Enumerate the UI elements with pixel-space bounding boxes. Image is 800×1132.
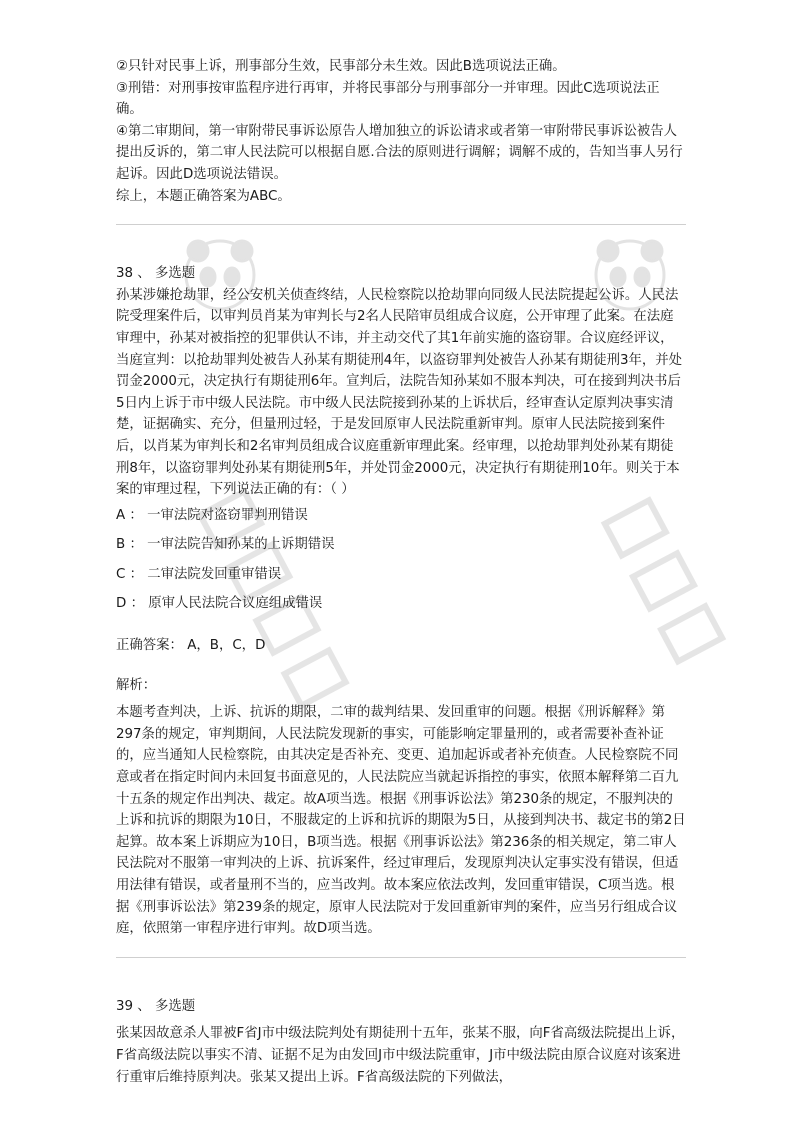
- analysis-text: 本题考查判决，上诉、抗诉的期限，二审的裁判结果、发回重审的问题。根据《刑诉解释》第297条的规定，审判期间，人民法院发现新的事实，可能影响定罪量刑的，或者需要补查补证的，应当通知人民检察院，由其决定是否补充、变更、追加起诉或者补充侦查。人民检察院不同意或者在指定时间内未回复书面意见的，人民法院应当就起诉指控的事实，依照本解释第二百九十五条的规定作出判决、裁定。故A项当选。根据《刑事诉讼法》第230条的规定，不服判决的上诉和抗诉的期限为10日，不服裁定的上诉和抗诉的期限为5日，从接到判决书、裁定书的第2日起算。故本案上诉期应为10日，B项当选。根据《刑事诉讼法》第236条的相关规定，第二审人民法院对不服第一审判决的上诉、抗诉案件，经过审理后，发现原判决认定事实没有错误，但适用法律有错误，或者量刑不当的，应当改判。故本案应依法改判，发回重审错误，C项当选。根据《刑事诉讼法》第239条的规定，原审人民法院对于发回重新审判的案件，应当另行组成合议庭，依照第一审程序进行审判。故D项当选。: [116, 705, 686, 937]
- question-39-header: 39 、 多选题: [116, 998, 196, 1014]
- analysis-label: 解析：: [116, 677, 157, 693]
- document-page: [116, 56, 686, 1088]
- question-39-stem: 张某因故意杀人罪被F省J市中级法院判处有期徒刑十五年，张某不服，向F省高级法院提出上诉，F省高级法院以事实不清、证据不足为由发回J市中级法院重审，J市中级法院由原合议庭对该案进行重审后维持原判决。张某又提出上诉。F省高级法院的下列做法，: [116, 1026, 685, 1085]
- prev-answer-line-b: ②只针对民事上诉，刑事部分生效，民事部分未生效。因此B选项说法正确。: [116, 59, 566, 74]
- question-38-stem: 孙某涉嫌抢劫罪，经公安机关侦查终结，人民检察院以抢劫罪向同级人民法院提起公诉。人民法院受理案件后，以审判员肖某为审判长与2名人民陪审员组成合议庭，公开审理了此案。在法庭审理中，孙某对被指控的犯罪供认不讳，并主动交代了其1年前实施的盗窃罪。合议庭经评议，当庭宣判：以抢劫罪判处被告人孙某有期徒刑4年，以盗窃罪判处被告人孙某有期徒刑3年，并处罚金2000元，决定执行有期徒刑6年。宣判后，法院告知孙某如不服本判决，可在接到判决书后5日内上诉于市中级人民法院。市中级人民法院接到孙某的上诉状后，经审查认定原判决事实清楚，证据确实、充分，但量刑过轻，于是发回原审人民法院重新审判。原审人民法院接到案件后，以肖某为审判长和2名审判员组成合议庭重新审理此案。经审理，以抢劫罪判处孙某有期徒刑8年，以盗窃罪判处孙某有期徒刑5年，并处罚金2000元，决定执行有期徒刑10年。则关于本案的审理过程，下列说法正确的有：（ ）: [116, 287, 683, 498]
- section-divider: [116, 224, 686, 225]
- question-38-options: [116, 505, 686, 615]
- prev-answer-line-d: ④第二审期间，第一审附带民事诉讼原告人增加独立的诉讼请求或者第一审附带民事诉讼被告人提出反诉的，第二审人民法院可以根据自愿.合法的原则进行调解；调解不成的，告知当事人另行起诉。因此D选项说法错误。: [116, 123, 683, 182]
- option-c: C ： 二审法院发回重审错误: [116, 566, 282, 582]
- correct-answer: 正确答案： A，B，C，D: [116, 638, 266, 654]
- option-d: D ： 原审人民法院合议庭组成错误: [116, 596, 323, 612]
- section-divider-2: [116, 957, 686, 958]
- option-a: A ： 一审法院对盗窃罪判刑错误: [116, 507, 308, 523]
- question-38-header: 38 、 多选题: [116, 266, 196, 282]
- prev-answer-line-c: ③刑错：对刑事按审监程序进行再审，并将民事部分与刑事部分一并审理。因此C选项说法正确。: [116, 80, 660, 118]
- option-b: B ： 一审法院告知孙某的上诉期错误: [116, 537, 335, 553]
- prev-answer-summary: 综上，本题正确答案为ABC。: [116, 188, 291, 204]
